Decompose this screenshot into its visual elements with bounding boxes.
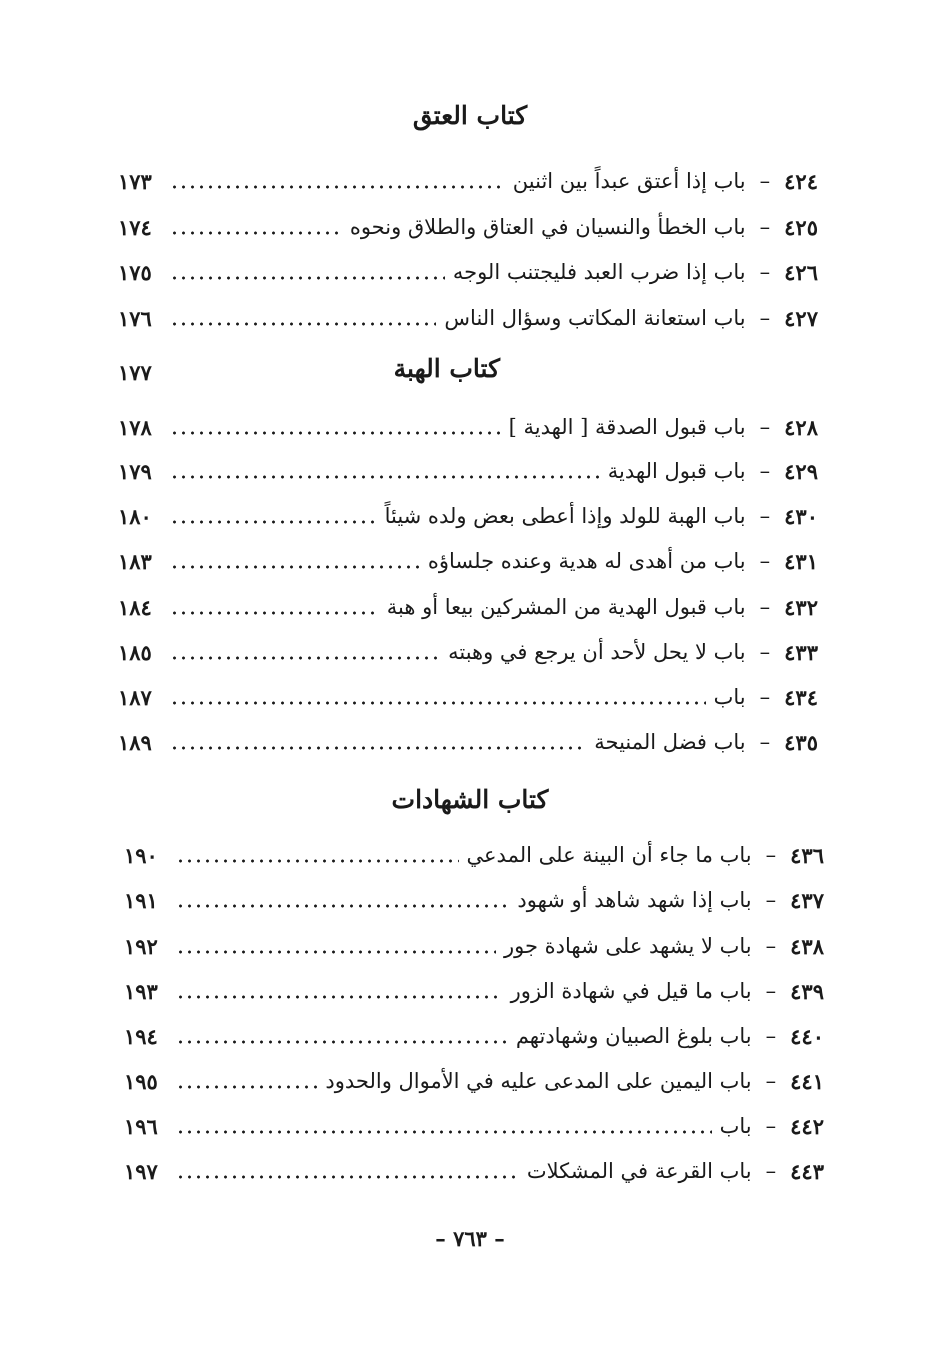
entry-number: ٤٢٦ bbox=[784, 259, 818, 285]
entry-title: باب الخطأ والنسيان في العتاق والطلاق ونحوه bbox=[349, 215, 746, 239]
entry-page: ١٧٨ bbox=[118, 414, 152, 440]
toc-entry bbox=[118, 253, 818, 291]
entry-title: باب إذا أعتق عبداً بين اثنين bbox=[512, 169, 746, 193]
dot-leader bbox=[170, 276, 445, 280]
entry-number: ٤٤١ bbox=[790, 1068, 824, 1094]
entry-title: باب إذا شهد شاهد أو شهود bbox=[517, 888, 752, 912]
entry-title: باب الهبة للولد وإذا أعطى بعض ولده شيئاً bbox=[384, 504, 746, 528]
entry-number: ٤٢٥ bbox=[784, 214, 818, 240]
toc-entry bbox=[118, 497, 818, 535]
entry-page: ١٧٩ bbox=[118, 458, 152, 484]
entry-number: ٤٢٩ bbox=[784, 458, 818, 484]
entry-page: ١٩٢ bbox=[124, 933, 158, 959]
entry-dash: – bbox=[759, 415, 771, 439]
entry-page: ١٩٦ bbox=[124, 1113, 158, 1139]
entry-dash: – bbox=[765, 888, 777, 912]
entry-dash: – bbox=[765, 934, 777, 958]
entry-page: ١٩٣ bbox=[124, 978, 158, 1004]
entry-page: ١٨٩ bbox=[118, 729, 152, 755]
dot-leader bbox=[170, 322, 436, 326]
entry-page: ١٩١ bbox=[124, 887, 158, 913]
entry-title: باب bbox=[719, 1114, 752, 1138]
toc-entry bbox=[118, 542, 818, 580]
entry-page: ١٩٥ bbox=[124, 1068, 158, 1094]
entry-number: ٤٤٠ bbox=[790, 1023, 824, 1049]
entry-dash: – bbox=[759, 640, 771, 664]
dot-leader bbox=[176, 950, 496, 954]
entry-number: ٤٢٧ bbox=[784, 305, 818, 331]
entry-number: ٤٣٣ bbox=[784, 639, 818, 665]
dot-leader bbox=[170, 231, 342, 235]
entry-title: باب ما قيل في شهادة الزور bbox=[510, 979, 752, 1003]
entry-dash: – bbox=[759, 595, 771, 619]
dot-leader bbox=[170, 475, 600, 479]
entry-page: ١٧٤ bbox=[118, 214, 152, 240]
entry-dash: – bbox=[759, 685, 771, 709]
toc-entry bbox=[124, 1152, 824, 1190]
entry-dash: – bbox=[759, 730, 771, 754]
entry-dash: – bbox=[765, 1024, 777, 1048]
entry-page: ١٩٤ bbox=[124, 1023, 158, 1049]
entry-number: ٤٣١ bbox=[784, 548, 818, 574]
dot-leader bbox=[176, 1175, 519, 1179]
dot-leader bbox=[170, 431, 501, 435]
entry-title: باب من أهدى له هدية وعنده جلساؤه bbox=[427, 549, 746, 573]
toc-entry bbox=[118, 299, 818, 337]
toc-entry bbox=[124, 1107, 824, 1145]
entry-dash: – bbox=[759, 549, 771, 573]
toc-entry bbox=[118, 408, 818, 446]
toc-entry bbox=[124, 1017, 824, 1055]
entry-page: ١٩٧ bbox=[124, 1158, 158, 1184]
entry-title: باب اليمين على المدعى عليه في الأموال والحدود bbox=[325, 1069, 752, 1093]
entry-dash: – bbox=[759, 169, 771, 193]
entry-number: ٤٢٨ bbox=[784, 414, 818, 440]
entry-dash: – bbox=[765, 843, 777, 867]
toc-entry bbox=[124, 1062, 824, 1100]
entry-title: باب bbox=[713, 685, 746, 709]
toc-entry bbox=[118, 633, 818, 671]
entry-title: باب قبول الصدقة [ الهدية ] bbox=[508, 415, 746, 439]
entry-dash: – bbox=[765, 1114, 777, 1138]
entry-title: باب لا يحل لأحد أن يرجع في وهبته bbox=[448, 640, 746, 664]
dot-leader bbox=[176, 1040, 508, 1044]
dot-leader bbox=[176, 904, 509, 908]
entry-number: ٤٢٤ bbox=[784, 168, 818, 194]
toc-entry bbox=[124, 836, 824, 874]
entry-title: باب إذا ضرب العبد فليجتنب الوجه bbox=[452, 260, 746, 284]
entry-page: ١٧٦ bbox=[118, 305, 152, 331]
dot-leader bbox=[170, 746, 586, 750]
toc-entry bbox=[124, 972, 824, 1010]
entry-dash: – bbox=[765, 1159, 777, 1183]
toc-entry bbox=[124, 927, 824, 965]
entry-page: ١٨٤ bbox=[118, 594, 152, 620]
dot-leader bbox=[170, 656, 440, 660]
entry-number: ٤٣٩ bbox=[790, 978, 824, 1004]
entry-number: ٤٣٨ bbox=[790, 933, 824, 959]
dot-leader bbox=[170, 701, 706, 705]
entry-dash: – bbox=[759, 260, 771, 284]
entry-dash: – bbox=[765, 1069, 777, 1093]
section-heading: كتاب العتق bbox=[412, 101, 528, 130]
dot-leader bbox=[176, 1085, 317, 1089]
toc-entry bbox=[118, 723, 818, 761]
dot-leader bbox=[176, 859, 459, 863]
entry-title: باب قبول الهدية bbox=[607, 459, 746, 483]
entry-dash: – bbox=[759, 215, 771, 239]
dot-leader bbox=[170, 611, 379, 615]
entry-number: ٤٣٢ bbox=[784, 594, 818, 620]
dot-leader bbox=[170, 565, 420, 569]
entry-title: باب ما جاء أن البينة على المدعي bbox=[466, 843, 752, 867]
entry-number: ٤٣٤ bbox=[784, 684, 818, 710]
entry-title: باب قبول الهدية من المشركين بيعا أو هبة bbox=[386, 595, 746, 619]
toc-entry bbox=[118, 208, 818, 246]
entry-number: ٤٣٧ bbox=[790, 887, 824, 913]
section-heading-page: ١٧٧ bbox=[118, 360, 152, 385]
dot-leader bbox=[170, 185, 505, 189]
entry-page: ١٨٥ bbox=[118, 639, 152, 665]
toc-entry bbox=[118, 452, 818, 490]
entry-dash: – bbox=[759, 306, 771, 330]
toc-entry bbox=[118, 588, 818, 626]
section-heading: كتاب الهبة bbox=[393, 354, 500, 383]
entry-title: باب فضل المنيحة bbox=[594, 730, 746, 754]
entry-dash: – bbox=[759, 504, 771, 528]
entry-title: باب بلوغ الصبيان وشهادتهم bbox=[515, 1024, 752, 1048]
entry-page: ١٧٥ bbox=[118, 259, 152, 285]
entry-number: ٤٤٣ bbox=[790, 1158, 824, 1184]
entry-title: باب القرعة في المشكلات bbox=[526, 1159, 752, 1183]
entry-title: باب استعانة المكاتب وسؤال الناس bbox=[444, 306, 746, 330]
dot-leader bbox=[170, 520, 377, 524]
section-heading: كتاب الشهادات bbox=[391, 785, 549, 814]
entry-dash: – bbox=[765, 979, 777, 1003]
entry-page: ١٨٠ bbox=[118, 503, 152, 529]
entry-page: ١٨٧ bbox=[118, 684, 152, 710]
page-number-footer: – ٧٦٣ – bbox=[435, 1226, 505, 1251]
entry-title: باب لا يشهد على شهادة جور bbox=[504, 934, 752, 958]
entry-number: ٤٤٢ bbox=[790, 1113, 824, 1139]
entry-number: ٤٣٠ bbox=[784, 503, 818, 529]
dot-leader bbox=[176, 995, 503, 999]
toc-entry bbox=[124, 881, 824, 919]
entry-dash: – bbox=[759, 459, 771, 483]
entry-page: ١٨٣ bbox=[118, 548, 152, 574]
entry-number: ٤٣٦ bbox=[790, 842, 824, 868]
entry-page: ١٩٠ bbox=[124, 842, 158, 868]
entry-number: ٤٣٥ bbox=[784, 729, 818, 755]
dot-leader bbox=[176, 1130, 712, 1134]
entry-page: ١٧٣ bbox=[118, 168, 152, 194]
toc-entry bbox=[118, 678, 818, 716]
toc-entry bbox=[118, 162, 818, 200]
